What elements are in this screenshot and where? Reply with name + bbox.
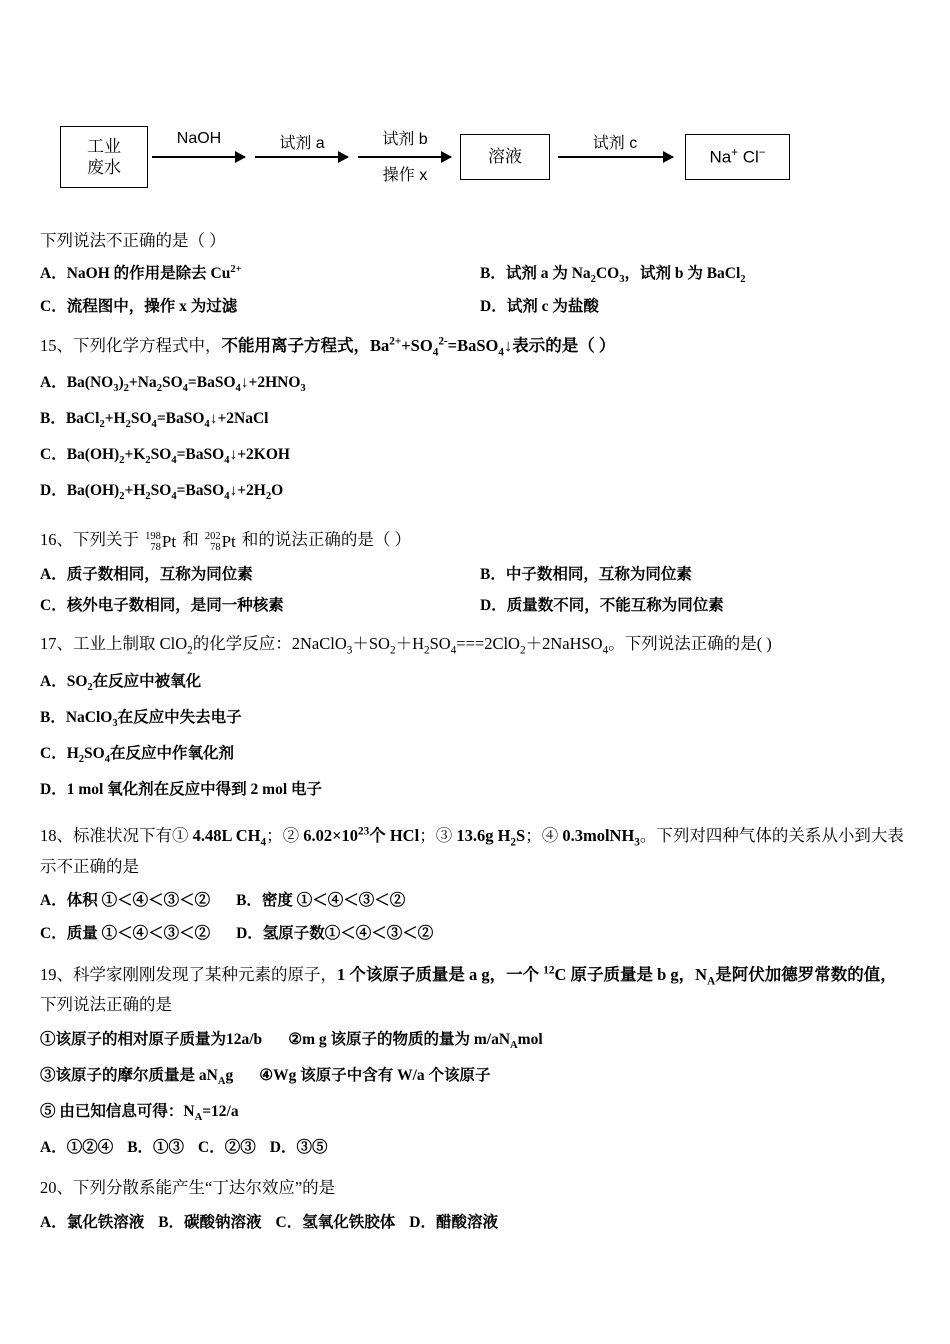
- q19-statement-row-1: [40, 1028, 920, 1054]
- q16-options-row-1: [40, 563, 920, 586]
- flow-arrow-label-reagent-b: 试剂 b: [382, 131, 428, 148]
- flow-arrow-label-reagent-a: 试剂 a: [279, 135, 325, 152]
- process-flow-diagram: [40, 108, 920, 218]
- question-body: [40, 228, 920, 1244]
- q14-stem: 下列说法不正确的是（ ）: [40, 231, 226, 250]
- flow-node-line1: Na+ Cl−: [709, 147, 766, 167]
- flow-node-solution: [460, 134, 550, 180]
- q19-option-c: C．②③: [198, 1138, 256, 1156]
- q18-options-row-1: [40, 889, 920, 912]
- q15-option-a: A．$Ba(NO_3)_2+Na_2SO_4=BaSO_4↓+2HNO_3$: [40, 374, 306, 395]
- flow-node-line1: 工业: [87, 136, 121, 156]
- q20-options-row: [40, 1211, 920, 1234]
- q18-option-b: B．密度 ①＜④＜③＜②: [236, 892, 406, 910]
- q18-options-row-2: [40, 922, 920, 945]
- flow-node-sodium-chloride: [685, 134, 790, 180]
- q17-option-c: C．$H_2SO_4$在反应中作氧化剂: [40, 744, 234, 765]
- q16-option-a: A．质子数相同，互称为同位素: [40, 565, 253, 583]
- q14-option-b: B．试剂 a 为 $Na_2CO_3$，试剂 b 为 BaCl$_2$: [480, 264, 746, 285]
- flow-node-line1: 溶液: [488, 147, 522, 167]
- q19-stem-line2: 下列说法正确的是: [40, 995, 172, 1015]
- q19-option-a: A．①②④: [40, 1138, 114, 1156]
- q20-option-c: C．氢氧化铁胶体: [275, 1213, 396, 1231]
- q17-stem: 17、工业上制取 ClO$_2$的化学反应：$2NaClO_3+SO_2+H_2SO_4===2ClO_2+2NaHSO_4$。下列说法正确的是( ): [40, 634, 772, 657]
- q19-option-b: B．①③: [127, 1138, 185, 1156]
- q14-options-row-1: [40, 262, 920, 288]
- flow-node-line2: 废水: [87, 158, 121, 177]
- q15-option-b: B．$BaCl_2+H_2SO_4=BaSO_4↓+2NaCl$: [40, 410, 269, 431]
- flow-node-industrial-wastewater: [60, 126, 148, 188]
- q18-option-d: D．氢原子数①＜④＜③＜②: [236, 925, 434, 943]
- q19-options-row: [40, 1136, 920, 1159]
- q16-option-b: B．中子数相同，互称为同位素: [480, 565, 692, 583]
- q20-option-a: A．氯化铁溶液: [40, 1213, 145, 1231]
- q17-option-b: B．NaClO$_3$在反应中失去电子: [40, 708, 242, 730]
- q19-statement-4: ④Wg 该原子中含有 W/a 个该原子: [259, 1066, 491, 1084]
- q20-option-b: B．碳酸钠溶液: [158, 1213, 262, 1231]
- q19-option-d: D．③⑤: [269, 1138, 328, 1156]
- q15-option-d: D．$Ba(OH)_2+H_2SO_4=BaSO_4↓+2H_2O$: [40, 482, 284, 503]
- q15-stem: 15、下列化学方程式中，不能用离子方程式，$Ba^{2+}+SO_4^{2-}=BaSO_4↓$表示的是（ ）: [40, 335, 616, 359]
- flow-arrow-naoh: [152, 156, 245, 158]
- q19-statement-2: ②m g 该原子的物质的量为 $m/aN_Amol$: [288, 1030, 543, 1052]
- flow-arrow-reagent-c: [558, 156, 673, 158]
- q15-option-c: C．$Ba(OH)_2+K_2SO_4=BaSO_4↓+2KOH$: [40, 446, 290, 467]
- flow-arrow-reagent-a: [255, 156, 348, 158]
- q19-stem-line1: 19、科学家刚刚发现了某种元素的原子，1 个该原子质量是 a g，一个 $^{12}$C 原子质量是 b g，$N_A$是阿伏加德罗常数的值，: [40, 964, 897, 988]
- q16-stem: [40, 527, 920, 555]
- q18-stem-line2: 示不正确的是: [40, 856, 139, 876]
- q17-option-d: D．1 mol 氧化剂在反应中得到 2 mol 电子: [40, 780, 323, 798]
- q16-stem-post: 和的说法正确的是（ ）: [241, 530, 411, 550]
- q19-statement-row-2: [40, 1064, 920, 1090]
- q14-option-a: A．NaOH 的作用是除去 $Cu^{2+}$: [40, 263, 242, 282]
- q18-option-c: C．质量 ①＜④＜③＜②: [40, 925, 211, 943]
- q17-option-a: A．$SO_2$在反应中被氧化: [40, 673, 202, 694]
- q16-options-row-2: [40, 594, 920, 617]
- isotope-pt-198: 198 78Pt: [145, 530, 177, 553]
- q18-stem-line1: 18、标准状况下有① 4.48L $CH_4$；② $6.02\times 10^{23}$个 HCl；③ 13.6g $H_2S$；④ 0.3molNH$_3$。下列对四种气体的关系从小到大表: [40, 825, 904, 849]
- flow-arrow-label-reagent-c: 试剂 c: [592, 135, 638, 152]
- q19-statement-1: ①该原子的相对原子质量为12a/b: [40, 1030, 263, 1048]
- q18-option-a: A．体积 ①＜④＜③＜②: [40, 892, 211, 910]
- q20-stem: 20、下列分散系能产生“丁达尔效应”的是: [40, 1177, 336, 1197]
- q14-options-row-2: [40, 295, 920, 318]
- q19-statement-row-3: [40, 1100, 920, 1126]
- q16-option-c: C．核外电子数相同，是同一种核素: [40, 597, 284, 615]
- q14-option-c: C．流程图中，操作 x 为过滤: [40, 298, 238, 316]
- q20-option-d: D．醋酸溶液: [409, 1213, 498, 1231]
- q14-option-d: D．试剂 c 为盐酸: [480, 298, 599, 316]
- q19-statement-5: ⑤ 由已知信息可得：$N_A=12/a$: [40, 1102, 239, 1123]
- flow-arrow-label-naoh: NaOH: [176, 130, 222, 147]
- q16-stem-mid: 和: [182, 530, 199, 550]
- flow-arrow-sublabel-operation-x: 操作 x: [382, 167, 428, 184]
- flow-arrow-reagent-b: [358, 156, 451, 158]
- isotope-pt-202: 202 78Pt: [204, 530, 236, 553]
- q16-option-d: D．质量数不同，不能互称为同位素: [480, 597, 724, 615]
- q19-statement-3: ③该原子的摩尔质量是 $aN_Ag$: [40, 1066, 234, 1087]
- q16-stem-pre: 16、下列关于: [40, 530, 139, 550]
